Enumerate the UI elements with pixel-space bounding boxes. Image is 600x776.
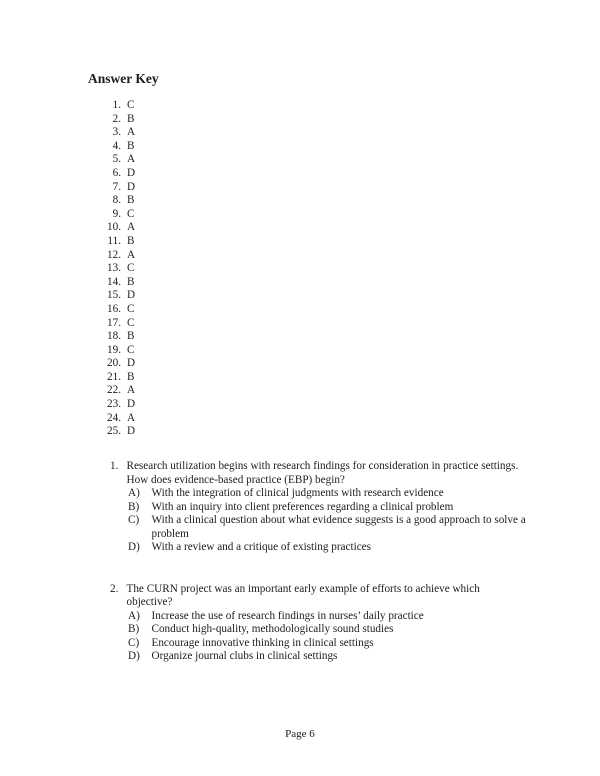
answer-number: 11. <box>107 234 121 247</box>
answer-option <box>128 610 526 624</box>
answer-key-row <box>0 167 135 181</box>
question-block <box>110 583 526 664</box>
answer-key-row <box>0 398 135 412</box>
answer-option <box>128 541 526 555</box>
question-first-line <box>110 460 526 474</box>
answer-number: 13. <box>107 262 121 275</box>
answer-number: 21. <box>107 370 121 383</box>
option-text-line: With an inquiry into client preferences regarding a clinical problem <box>151 500 454 513</box>
answer-key-row <box>0 289 135 303</box>
option-text <box>152 610 424 624</box>
answer-letter: D <box>127 425 136 438</box>
answer-option <box>128 623 526 637</box>
question-prompt-line: Research utilization begins with research findings for consideration in practice settings. <box>126 460 519 472</box>
answer-letter: D <box>127 357 136 370</box>
option-text-line: With the integration of clinical judgments with research evidence <box>151 487 444 499</box>
option-letter: B) <box>128 623 140 635</box>
answer-number: 4. <box>112 139 121 152</box>
answer-letter: B <box>127 139 135 152</box>
answer-key-row <box>0 181 135 195</box>
option-text <box>152 541 371 555</box>
answer-option <box>128 514 526 541</box>
answer-number: 15. <box>107 289 121 302</box>
page-title: Answer Key <box>88 71 159 86</box>
answer-number: 7. <box>112 180 121 193</box>
answer-number: 5. <box>112 153 121 166</box>
answer-letter: A <box>127 221 136 234</box>
question-number: 2. <box>110 582 119 595</box>
answer-option <box>128 650 526 664</box>
answer-key-row <box>0 194 135 208</box>
answer-letter: D <box>127 289 136 302</box>
question-prompt-line: The CURN project was an important early example of efforts to achieve which <box>126 582 480 595</box>
answer-key-row <box>0 344 135 358</box>
question-first-line <box>110 583 526 597</box>
answer-number: 22. <box>107 384 121 397</box>
option-letter: D) <box>128 541 140 553</box>
answer-number: 16. <box>107 302 121 315</box>
answer-number: 10. <box>107 221 121 234</box>
answer-key-row <box>0 317 135 331</box>
answer-key-row <box>0 153 135 167</box>
option-letter: A) <box>128 487 140 499</box>
answer-letter: A <box>127 248 136 261</box>
answer-letter: C <box>127 302 135 315</box>
answer-number: 19. <box>107 343 121 356</box>
question-block <box>110 460 526 555</box>
answer-letter: D <box>127 166 136 179</box>
answer-letter: B <box>127 330 135 343</box>
option-text <box>152 637 374 651</box>
answer-letter: B <box>127 275 135 288</box>
option-letter: C) <box>128 636 140 649</box>
answer-letter: C <box>127 316 135 329</box>
answer-key-row <box>0 221 135 235</box>
questions-section <box>110 460 526 664</box>
option-text <box>152 487 444 501</box>
answer-number: 2. <box>112 112 121 125</box>
option-text-line: Increase the use of research findings in nurses’ daily practice <box>151 609 424 622</box>
answer-letter: B <box>127 370 135 383</box>
answer-option <box>128 487 526 501</box>
answer-number: 14. <box>107 275 121 288</box>
answer-key-row <box>0 276 135 290</box>
option-text <box>152 650 338 664</box>
answer-number: 1. <box>112 99 121 111</box>
answer-key-row <box>0 126 135 140</box>
answer-number: 20. <box>107 357 121 370</box>
answer-key-row <box>0 425 135 439</box>
answer-key-row <box>0 99 135 113</box>
answer-letter: C <box>127 99 135 111</box>
answer-key-row <box>0 140 135 154</box>
option-letter: B) <box>128 500 140 513</box>
answer-letter: B <box>127 234 135 247</box>
answer-option <box>128 637 526 651</box>
answer-key-row <box>0 262 135 276</box>
answer-letter: A <box>127 126 136 139</box>
option-text-line: With a clinical question about what evidence suggests is a good approach to solve a <box>151 514 526 526</box>
answer-letter: B <box>127 194 135 207</box>
answer-key-row <box>0 371 135 385</box>
answer-number: 9. <box>112 207 121 220</box>
option-text-line: Organize journal clubs in clinical settings <box>151 650 338 662</box>
answer-key-row <box>0 235 135 249</box>
answer-letter: A <box>127 384 136 397</box>
answer-key-row <box>0 330 135 344</box>
answer-number: 18. <box>107 330 121 343</box>
page-footer <box>0 728 600 741</box>
answer-key-row <box>0 357 135 371</box>
answer-letter: D <box>127 180 136 193</box>
answer-letter: C <box>127 207 135 220</box>
option-text <box>152 501 454 515</box>
question-prompt-line: How does evidence-based practice (EBP) begin? <box>126 473 345 486</box>
answer-key-row <box>0 384 135 398</box>
answer-option <box>128 501 526 515</box>
answer-number: 17. <box>107 316 121 329</box>
answer-number: 12. <box>107 248 121 261</box>
option-text <box>152 514 526 541</box>
answer-number: 23. <box>107 398 121 411</box>
answer-key-row <box>0 303 135 317</box>
answer-key-row <box>0 208 135 222</box>
answer-number: 24. <box>107 411 121 424</box>
answer-key-row <box>0 249 135 263</box>
option-text-line: Conduct high-quality, methodologically sound studies <box>151 623 394 635</box>
question-number: 1. <box>110 460 119 472</box>
page-number: Page 6 <box>285 728 315 740</box>
option-text-line: Encourage innovative thinking in clinical settings <box>151 636 374 649</box>
answer-number: 8. <box>112 194 121 207</box>
option-text <box>152 623 394 637</box>
question-prompt-line: objective? <box>126 596 173 608</box>
option-text-line: With a review and a critique of existing practices <box>151 541 371 553</box>
option-text-line: problem <box>151 527 189 540</box>
answer-key-row <box>0 113 135 127</box>
answer-letter: A <box>127 411 136 424</box>
answer-number: 6. <box>112 166 121 179</box>
option-letter: A) <box>128 609 140 622</box>
option-letter: C) <box>128 514 140 526</box>
answer-letter: D <box>127 398 136 411</box>
answer-number: 25. <box>107 425 121 438</box>
answer-letter: C <box>127 262 135 275</box>
answer-key-row <box>0 412 135 426</box>
answer-letter: C <box>127 343 135 356</box>
answer-letter: B <box>127 112 135 125</box>
option-letter: D) <box>128 650 140 662</box>
answer-letter: A <box>127 153 136 166</box>
answer-number: 3. <box>112 126 121 139</box>
answer-key-list <box>0 99 135 439</box>
